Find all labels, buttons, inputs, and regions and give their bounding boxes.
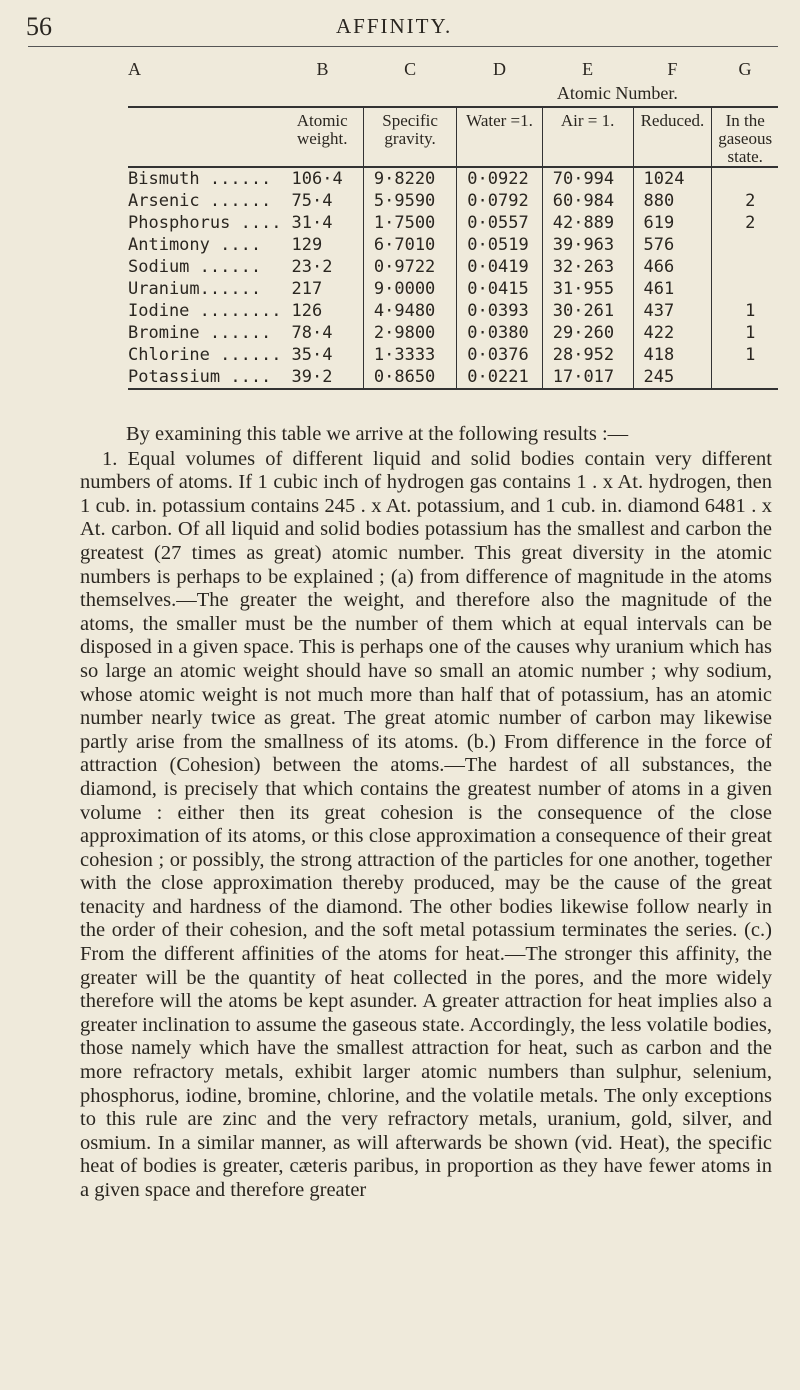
air-cell: 42·889	[542, 212, 633, 234]
column-letter: F	[667, 58, 678, 79]
reduced-cell: 466	[633, 256, 712, 278]
column-letters-row	[128, 58, 778, 80]
column-letter: A	[128, 58, 141, 79]
column-letter: D	[493, 58, 507, 79]
reduced-cell: 461	[633, 278, 712, 300]
header-rule	[28, 46, 778, 47]
gravity-cell: 2·9800	[363, 322, 456, 344]
water-cell: 0·0393	[457, 300, 542, 322]
reduced-cell: 437	[633, 300, 712, 322]
element-name-cell: Sodium ......	[128, 257, 262, 277]
element-name-cell: Chlorine ......	[128, 345, 282, 365]
gravity-cell: 1·7500	[363, 212, 456, 234]
water-cell: 0·0415	[457, 278, 542, 300]
blank-header-cell	[128, 107, 282, 167]
gravity-cell: 6·7010	[363, 234, 456, 256]
air-cell: 29·260	[542, 322, 633, 344]
element-name-cell: Arsenic ......	[128, 191, 272, 211]
element-name-cell: Uranium......	[128, 279, 262, 299]
table-row	[128, 190, 778, 212]
weight-cell: 106·4	[291, 169, 343, 189]
air-cell: 32·263	[542, 256, 633, 278]
element-name-cell: Phosphorus ....	[128, 213, 282, 233]
water-cell: 0·0557	[457, 212, 542, 234]
weight-cell: 217	[291, 279, 323, 299]
air-cell: 17·017	[542, 366, 633, 389]
column-letter: G	[738, 58, 752, 79]
gravity-cell: 0·9722	[363, 256, 456, 278]
page-header	[0, 12, 800, 42]
column-letter: B	[316, 58, 329, 79]
header-gaseous: In the gaseous state.	[712, 107, 778, 167]
header-reduced: Reduced.	[633, 107, 712, 167]
header-specific-gravity: Specific gravity.	[363, 107, 456, 167]
water-cell: 0·0519	[457, 234, 542, 256]
reduced-cell: 1024	[633, 167, 712, 190]
header-water: Water =1.	[457, 107, 542, 167]
element-name-cell: Bismuth ......	[128, 169, 272, 189]
running-title: AFFINITY.	[336, 14, 453, 38]
atomic-number-group-header: Atomic Number.	[457, 80, 778, 107]
weight-cell: 23·2	[291, 257, 333, 277]
weight-cell: 129	[291, 235, 323, 255]
table-row	[128, 212, 778, 234]
water-cell: 0·0419	[457, 256, 542, 278]
reduced-cell: 576	[633, 234, 712, 256]
gaseous-cell: 1	[712, 344, 778, 366]
table-row	[128, 366, 778, 389]
air-cell: 31·955	[542, 278, 633, 300]
gaseous-cell	[712, 234, 778, 256]
gaseous-cell: 2	[712, 212, 778, 234]
column-letter: E	[582, 58, 594, 79]
gravity-cell: 4·9480	[363, 300, 456, 322]
body-text	[80, 423, 772, 1203]
reduced-cell: 422	[633, 322, 712, 344]
gaseous-cell	[712, 167, 778, 190]
table-row	[128, 344, 778, 366]
gravity-cell: 5·9590	[363, 190, 456, 212]
gaseous-cell	[712, 256, 778, 278]
main-paragraph: 1. Equal volumes of different liquid and solid bodies contain very different numbers of atoms. If 1 cubic inch of hydrogen gas contains 1 . x At. hydrogen, then 1 cub. in. potassium contains 245 . x At. potassium, and 1 cub. in. diamond 6481 . x At. carbon. Of all liquid and solid bodies potassium has the smallest and carbon the greatest (27 times as great) atomic number. This great diversity in the atomic numbers is perhaps to be explained ; (a) from difference of magnitude in the atoms themselves.—The greater the weight, and therefore also the magnitude of the atoms, the smaller must be the number of them which at equal intervals can be disposed in a given space. This is perhaps one of the causes why uranium which has so large an atomic weight should have so small an atomic number ; why sodium, whose atomic weight is not much more than half that of potassium, has an atomic number nearly twice as great. The great atomic number of carbon may likewise partly arise from the smallness of its atoms. (b.) From difference in the force of attraction (Cohesion) between the atoms.—The hardest of all substances, the diamond, is precisely that which contains the greatest number of atoms in a given volume : either then its great cohesion is the consequence of the close approximation of its atoms, or this close approximation a consequence of their great cohesion ; or possibly, the strong attraction of the particles for one another, together with the close approximation thereby produced, may be the cause of the great tenacity and hardness of the diamond. The other bodies likewise follow nearly in the order of their cohesion, and the soft metal potassium terminates the series. (c.) From the different affinities of the atoms for heat.—The stronger this affinity, the greater will be the quantity of heat collected in the pores, and the more widely therefore will the atoms be kept asunder. A greater attraction for heat implies also a greater inclination to assume the gaseous state. Accordingly, the less volatile bodies, those namely which have the smallest attraction for heat, such as carbon and the more refractory metals, exhibit larger atomic numbers than sulphur, selenium, phosphorus, iodine, bromine, chlorine, and the volatile metals. The only exceptions to this rule are zinc and the very refractory metals, uranium, gold, silver, and osmium. In a similar manner, as will afterwards be shown (vid. Heat), the specific heat of bodies is greater, cæteris paribus, in proportion as they have fewer atoms in a given space and therefore greater	[80, 447, 772, 1201]
element-name-cell: Bromine ......	[128, 323, 272, 343]
air-cell: 30·261	[542, 300, 633, 322]
atomic-number-table	[128, 58, 778, 390]
gaseous-cell: 1	[712, 300, 778, 322]
gravity-cell: 1·3333	[363, 344, 456, 366]
weight-cell: 31·4	[291, 213, 333, 233]
air-cell: 28·952	[542, 344, 633, 366]
weight-cell: 78·4	[291, 323, 333, 343]
weight-cell: 39·2	[282, 366, 364, 389]
table-row	[128, 300, 778, 322]
table-header-row	[128, 107, 778, 167]
water-cell: 0·0792	[457, 190, 542, 212]
weight-cell: 35·4	[291, 345, 333, 365]
table-row	[128, 234, 778, 256]
header-air: Air = 1.	[542, 107, 633, 167]
header-atomic-weight: Atomic weight.	[282, 107, 364, 167]
reduced-cell: 880	[633, 190, 712, 212]
air-cell: 70·994	[542, 167, 633, 190]
air-cell: 60·984	[542, 190, 633, 212]
element-name-cell: Antimony ....	[128, 235, 262, 255]
reduced-cell: 245	[633, 366, 712, 389]
weight-cell: 126	[291, 301, 323, 321]
water-cell: 0·0922	[457, 167, 542, 190]
page-number: 56	[26, 12, 52, 41]
table-row	[128, 256, 778, 278]
table-row	[128, 278, 778, 300]
column-letter: C	[404, 58, 417, 79]
gaseous-cell	[712, 278, 778, 300]
table-body	[128, 167, 778, 389]
element-name-cell: Iodine ........	[128, 301, 282, 321]
weight-cell: 75·4	[291, 191, 333, 211]
table-row	[128, 322, 778, 344]
gaseous-cell	[712, 366, 778, 389]
air-cell: 39·963	[542, 234, 633, 256]
water-cell: 0·0221	[457, 366, 542, 389]
table-row	[128, 167, 778, 190]
gravity-cell: 0·8650	[363, 366, 456, 389]
reduced-cell: 418	[633, 344, 712, 366]
gravity-cell: 9·8220	[363, 167, 456, 190]
gravity-cell: 9·0000	[363, 278, 456, 300]
water-cell: 0·0380	[457, 322, 542, 344]
gaseous-cell: 1	[712, 322, 778, 344]
water-cell: 0·0376	[457, 344, 542, 366]
gaseous-cell: 2	[712, 190, 778, 212]
intro-paragraph: By examining this table we arrive at the following results :—	[126, 423, 629, 445]
reduced-cell: 619	[633, 212, 712, 234]
element-name-cell: Potassium ....	[128, 366, 282, 389]
